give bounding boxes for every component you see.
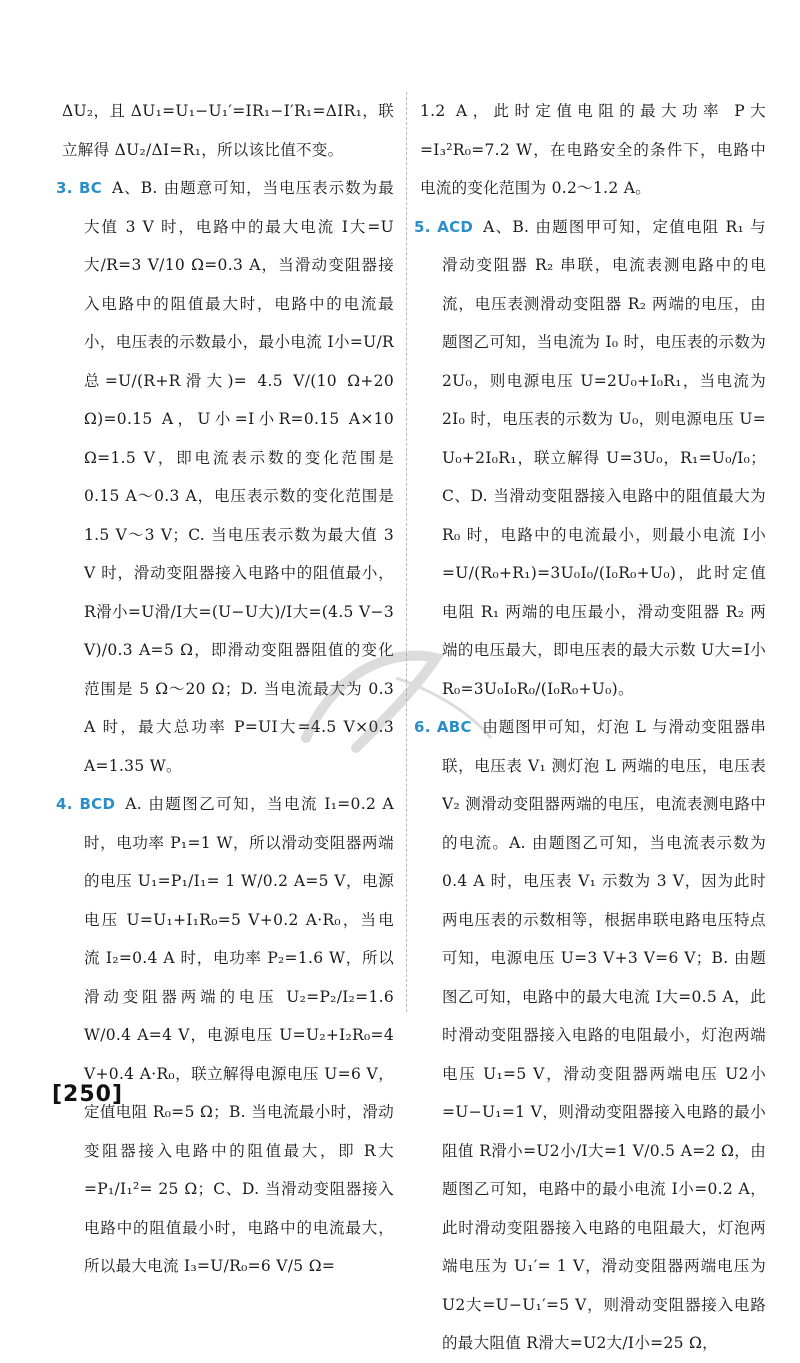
question-3-number: 3. BC bbox=[56, 179, 103, 197]
question-6-text: 由题图甲可知，灯泡 L 与滑动变阻器串联，电压表 V₁ 测灯泡 L 两端的电压，电压表 V₂ 测滑动变阻器两端的电压，电流表测电路中的电流。A. 由题图乙可知，当电流表示数为 0.4 A 时，电压表 V₁ 示数为 3 V，因为此时两电压表的示数相等，根据串联电路电压特点可知，电源电压 U=3 V+3 V=6 V；B. 由题图乙可知，电路中的最大电流 I大=0.5 A，此时滑动变阻器接入电路的电阻最小，灯泡两端电压 U₁=5 V，滑动变阻器两端电压 U2小=U−U₁=1 V，则滑动变阻器接入电路的最小阻值 R滑小=U2小/I大=1 V/0.5 A=2 Ω，由题图乙可知，电路中的最小电流 I小=0.2 A，此时滑动变阻器接入电路的电阻最大，灯泡两端电压为 U₁′= 1 V，滑动变阻器两端电压为 U2大=U−U₁′=5 V，则滑动变阻器接入电路的最大阻值 R滑大=U2大/I小=25 Ω， bbox=[442, 718, 766, 1352]
page-number: [250] bbox=[52, 1082, 124, 1107]
question-4-text: A. 由题图乙可知，当电流 I₁=0.2 A 时，电功率 P₁=1 W，所以滑动变阻器两端的电压 U₁=P₁/I₁= 1 W/0.2 A=5 V，电源电压 U=U₁+I₁R₀=5 V+0.2 A·R₀，当电流 I₂=0.4 A 时，电功率 P₂=1.6 W，所以滑动变阻器两端的电压 U₂=P₂/I₂=1.6 W/0.4 A=4 V，电源电压 U=U₂+I₂R₀=4 V+0.4 A·R₀，联立解得电源电压 U=6 V，定值电阻 R₀=5 Ω；B. 当电流最小时，滑动变阻器接入电路中的阻值最大，即 R大=P₁/I₁²= 25 Ω；C、D. 当滑动变阻器接入电路中的阻值最小时，电路中的电流最大，所以最大电流 I₃=U/R₀=6 V/5 Ω= bbox=[84, 795, 394, 1275]
intro-paragraph: ΔU₂，且 ΔU₁=U₁−U₁′=IR₁−I′R₁=ΔIR₁，联立解得 ΔU₂/ΔI=R₁，所以该比值不变。 bbox=[62, 102, 394, 159]
question-5-number: 5. ACD bbox=[414, 217, 474, 236]
question-6-number: 6. ABC bbox=[414, 718, 472, 736]
question-4-number: 4. BCD bbox=[56, 795, 116, 813]
question-5-text: A、B. 由题图甲可知，定值电阻 R₁ 与滑动变阻器 R₂ 串联，电流表测电路中的电流，电压表测滑动变阻器 R₂ 两端的电压，由题图乙可知，当电流为 I₀ 时，电压表的示数为 2U₀，则电源电压 U=2U₀+I₀R₁，当电流为 2I₀ 时，电压表的示数为 U₀，则电源电压 U= U₀+2I₀R₁，联立解得 U=3U₀，R₁=U₀/I₀；C、D. 当滑动变阻器接入电路中的阻值最大为 R₀ 时，电路中的电流最小，则最小电流 I小=U/(R₀+R₁)=3U₀I₀/(I₀R₀+U₀)，此时定值电阻 R₁ 两端的电压最小，滑动变阻器 R₂ 两端的电压最大，即电压表的最大示数 U大=I小R₀=3U₀I₀R₀/(I₀R₀+U₀)。 bbox=[442, 217, 766, 698]
question-4 bbox=[56, 785, 394, 1286]
watermark-logo bbox=[276, 628, 506, 778]
question-4-continuation: 1.2 A，此时定值电阻的最大功率 P大=I₃²R₀=7.2 W，在电路安全的条件下，电路中电流的变化范围为 0.2～1.2 A。 bbox=[420, 102, 766, 197]
column-divider bbox=[406, 92, 407, 1012]
question-6 bbox=[414, 708, 766, 1363]
question-3-text: A、B. 由题意可知，当电压表示数为最大值 3 V 时，电路中的最大电流 I大=U大/R=3 V/10 Ω=0.3 A，当滑动变阻器接入电路中的阻值最大时，电路中的电流最小，电压表的示数最小，最小电流 I小=U/R总=U/(R+R滑大)= 4.5 V/(10 Ω+20 Ω)=0.15 A，U小=I小R=0.15 A×10 Ω=1.5 V，即电流表示数的变化范围是 0.15 A～0.3 A，电压表示数的变化范围是 1.5 V～3 V；C. 当电压表示数为最大值 3 V 时，滑动变阻器接入电路中的阻值最小，R滑小=U滑/I大=(U−U大)/I大=(4.5 V−3 V)/0.3 A=5 Ω，即滑动变阻器阻值的变化范围是 5 Ω～20 Ω；D. 当电流最大为 0.3 A 时，最大总功率 P=UI大=4.5 V×0.3 A=1.35 W。 bbox=[84, 179, 394, 775]
